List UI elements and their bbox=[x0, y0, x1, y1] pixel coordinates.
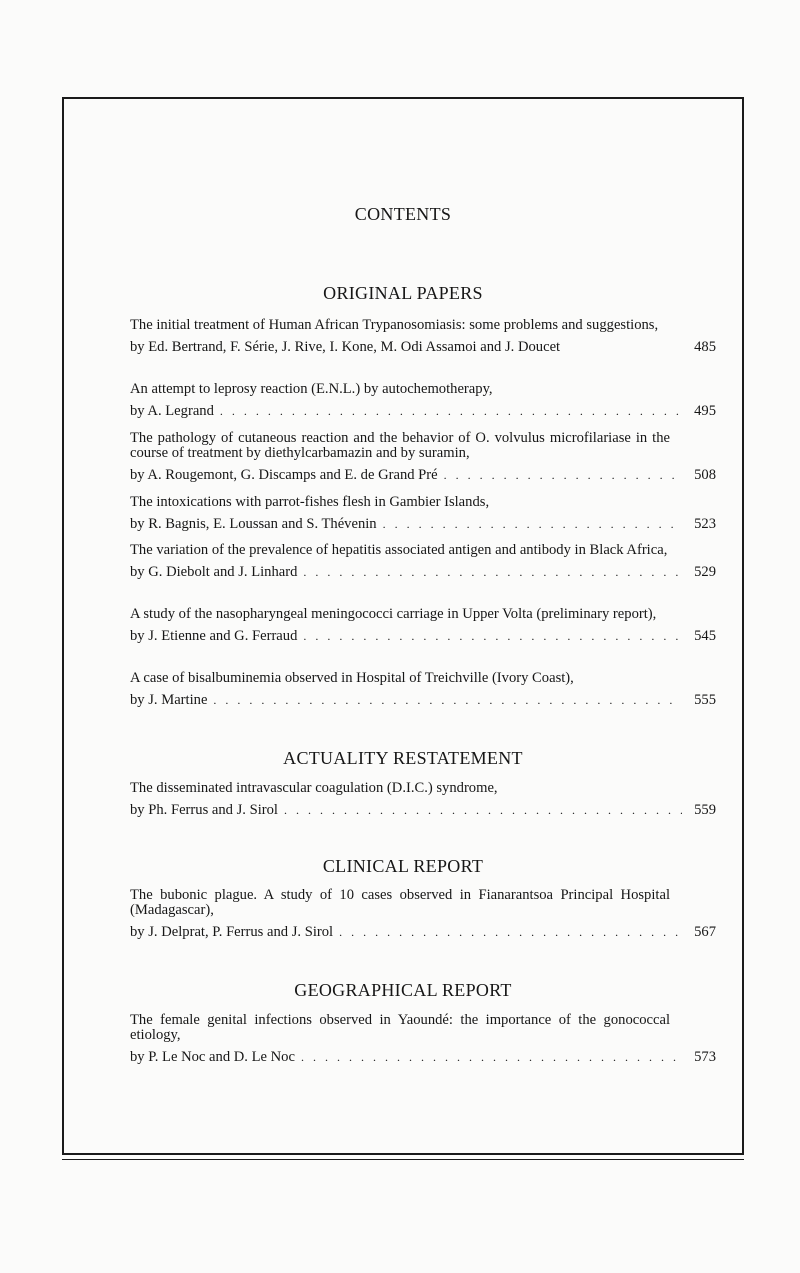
section-heading-original-papers: ORIGINAL PAPERS bbox=[323, 283, 483, 303]
toc-entry[interactable] bbox=[130, 431, 716, 483]
dot-leader bbox=[339, 925, 682, 940]
entry-page-number: 567 bbox=[694, 924, 716, 940]
dot-leader bbox=[444, 468, 682, 483]
entry-authors: by G. Diebolt and J. Linhard bbox=[130, 564, 298, 580]
section-heading-geographical-report: GEOGRAPHICAL REPORT bbox=[294, 980, 512, 1000]
entry-page-number: 485 bbox=[694, 339, 716, 355]
dot-leader bbox=[303, 565, 682, 580]
entry-authors: by J. Martine bbox=[130, 692, 208, 708]
entry-authors: by A. Rougemont, G. Discamps and E. de Grand Pré bbox=[130, 467, 438, 483]
dot-leader bbox=[213, 693, 682, 708]
toc-entry[interactable] bbox=[130, 318, 716, 355]
toc-entry[interactable] bbox=[130, 382, 716, 419]
toc-entry[interactable] bbox=[130, 888, 716, 940]
frame-bottom-rule-second bbox=[62, 1159, 744, 1160]
entry-authors: by A. Legrand bbox=[130, 403, 214, 419]
entry-authors: by J. Delprat, P. Ferrus and J. Sirol bbox=[130, 924, 334, 940]
entry-page-number: 523 bbox=[694, 516, 716, 532]
entry-title: The disseminated intravascular coagulation (D.I.C.) syndrome, bbox=[130, 780, 498, 796]
entry-title: An attempt to leprosy reaction (E.N.L.) by autochemotherapy, bbox=[130, 381, 493, 397]
frame-left-rule bbox=[62, 97, 64, 1154]
entry-title: The variation of the prevalence of hepatitis associated antigen and antibody in Black Africa, bbox=[130, 542, 668, 558]
frame-right-rule bbox=[742, 97, 744, 1154]
toc-entry[interactable] bbox=[130, 543, 716, 580]
entry-title: A case of bisalbuminemia observed in Hospital of Treichville (Ivory Coast), bbox=[130, 670, 574, 686]
dot-leader bbox=[301, 1050, 682, 1065]
entry-title: A study of the nasopharyngeal meningococci carriage in Upper Volta (preliminary report), bbox=[130, 606, 657, 622]
toc-entry[interactable] bbox=[130, 781, 716, 818]
dot-leader bbox=[383, 517, 682, 532]
dot-leader bbox=[284, 803, 682, 818]
toc-entry[interactable] bbox=[130, 495, 716, 532]
entry-page-number: 508 bbox=[694, 467, 716, 483]
contents-title: CONTENTS bbox=[354, 204, 452, 224]
dot-leader bbox=[220, 404, 682, 419]
entry-page-number: 559 bbox=[694, 802, 716, 818]
entry-title: The female genital infections observed in Yaoundé: the importance of the gonococcal etiology, bbox=[130, 1012, 670, 1043]
frame-top-rule bbox=[62, 97, 744, 99]
entry-title: The intoxications with parrot-fishes flesh in Gambier Islands, bbox=[130, 494, 490, 510]
dot-leader bbox=[303, 629, 682, 644]
entry-title: The initial treatment of Human African Trypanosomiasis: some problems and suggestions, bbox=[130, 317, 659, 333]
entry-page-number: 529 bbox=[694, 564, 716, 580]
entry-authors: by R. Bagnis, E. Loussan and S. Thévenin bbox=[130, 516, 377, 532]
entry-title: The bubonic plague. A study of 10 cases observed in Fianarantsoa Principal Hospital (Madagascar), bbox=[130, 887, 670, 918]
entry-page-number: 555 bbox=[694, 692, 716, 708]
entry-authors: by J. Etienne and G. Ferraud bbox=[130, 628, 298, 644]
toc-entry[interactable] bbox=[130, 1013, 716, 1065]
entry-authors: by Ph. Ferrus and J. Sirol bbox=[130, 802, 278, 818]
section-heading-actuality-restatement: ACTUALITY RESTATEMENT bbox=[283, 748, 523, 768]
entry-page-number: 545 bbox=[694, 628, 716, 644]
toc-entry[interactable] bbox=[130, 607, 716, 644]
entry-title: The pathology of cutaneous reaction and the behavior of O. volvulus microfilariase in the course of treatment by diethylcarbamazin and by suramin, bbox=[130, 430, 670, 461]
entry-authors: by Ed. Bertrand, F. Série, J. Rive, I. Kone, M. Odi Assamoi and J. Doucet bbox=[130, 339, 561, 355]
entry-page-number: 495 bbox=[694, 403, 716, 419]
frame-bottom-rule bbox=[62, 1153, 744, 1155]
toc-entry[interactable] bbox=[130, 671, 716, 708]
entry-page-number: 573 bbox=[694, 1049, 716, 1065]
entry-authors: by P. Le Noc and D. Le Noc bbox=[130, 1049, 295, 1065]
section-heading-clinical-report: CLINICAL REPORT bbox=[322, 856, 484, 876]
